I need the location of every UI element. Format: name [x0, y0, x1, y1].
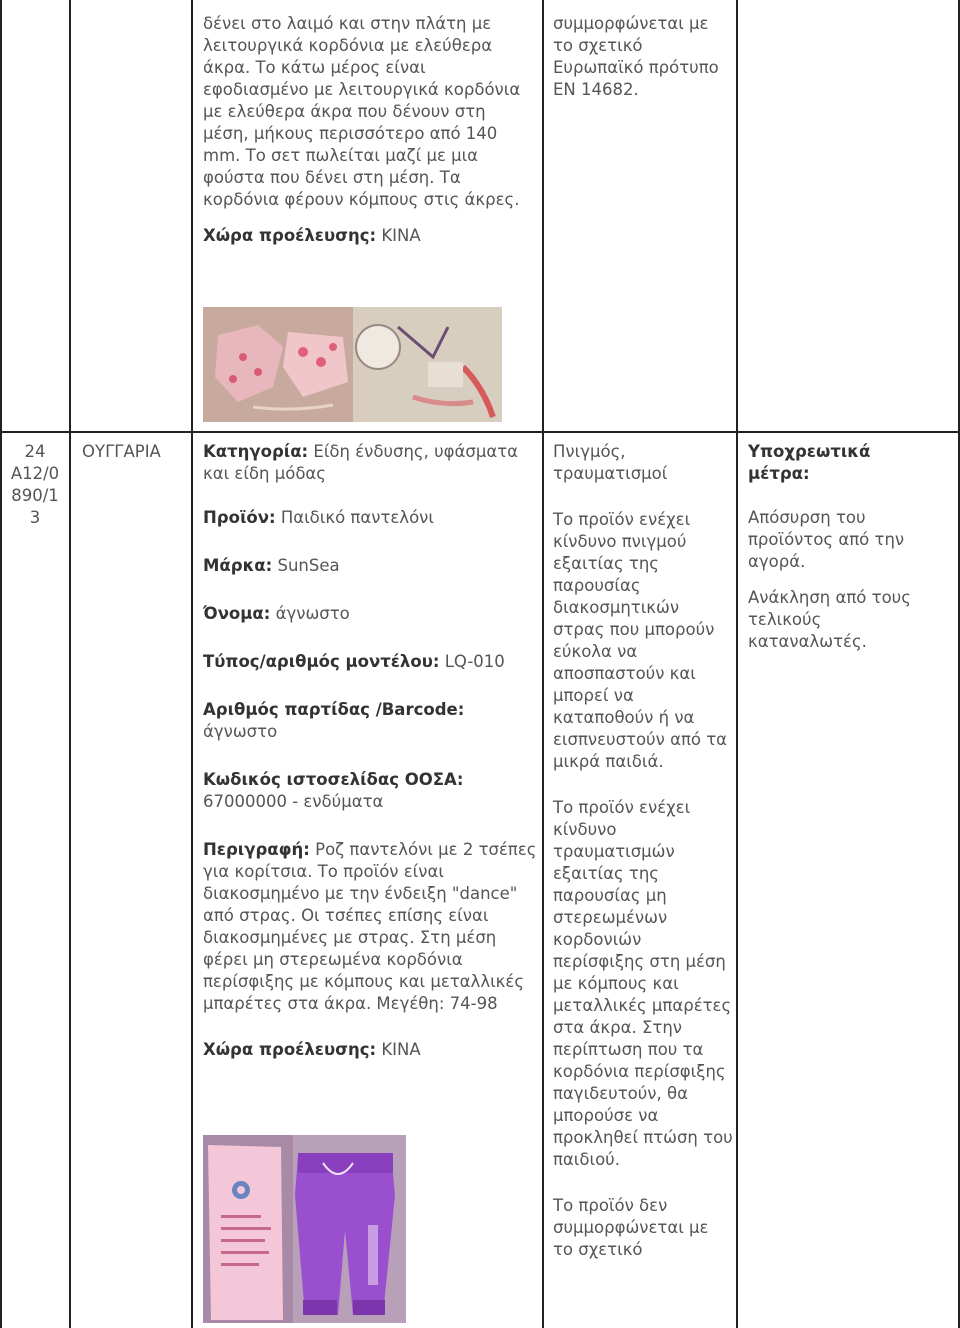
column-divider [736, 0, 738, 1328]
row-reference: A12/0 890/1 3 [10, 464, 60, 527]
risk-title: Πνιγμός, τραυματισμοί [553, 442, 668, 483]
oecd-value: 67000000 - ενδύματα [203, 792, 384, 811]
measures-label: Υποχρεωτικά μέτρα: [748, 442, 871, 483]
brand-label: Μάρκα: [203, 556, 273, 575]
category-label: Κατηγορία: [203, 442, 309, 461]
description-label: Περιγραφή: [203, 840, 310, 859]
row-number-cell [4, 441, 66, 529]
risk-compliance-text: Το προϊόν δεν συμμορφώνεται με το σχετικό [553, 1196, 709, 1259]
category-value: Είδη ένδυσης, υφάσματα και είδη μόδας [203, 442, 519, 483]
model-field [203, 651, 513, 673]
batch-label: Αριθμός παρτίδας /Barcode: [203, 700, 465, 719]
brand-value: SunSea [277, 556, 340, 575]
row-divider [0, 431, 960, 433]
risk-cell [553, 441, 733, 1261]
column-divider [191, 0, 193, 1328]
table-border-left [0, 0, 2, 1328]
column-divider [69, 0, 71, 1328]
risk-injury-text: Το προϊόν ενέχει κίνδυνο τραυματισμών εξαιτίας της παρουσίας μη στερεωμένων κορδονιών περίσφιξης στη μέση με κόμπους και μεταλλικές μπαρέτες στα άκρα. Στην περίπτωση που τα κορδόνια περίσφιξης παγιδευτούν, θα μπορούσε να προκληθεί πτώση του παιδιού. [553, 798, 733, 1169]
column-divider [542, 0, 544, 1328]
model-label: Τύπος/αριθμός μοντέλου: [203, 652, 440, 671]
batch-field [203, 699, 538, 743]
batch-value: άγνωστο [203, 722, 278, 741]
notifying-country: ΟΥΓΓΑΡΙΑ [82, 442, 161, 461]
brand-field [203, 555, 538, 577]
name-label: Όνομα: [203, 604, 271, 623]
product-label: Προϊόν: [203, 508, 276, 527]
description-value: Ροζ παντελόνι με 2 τσέπες για κορίτσια. Το προϊόν είναι διακοσμημένο με την ένδειξη "dance" από στρας. Οι τσέπες επίσης είναι διακοσμημένες με στρας. Στη μέση φέρει μη στερεωμένα κορδόνια περίσφιξης με κόμπους και μεταλλικές μπαρέτες στα άκρα. Μεγέθη: 74-98 [203, 840, 537, 1013]
measure-recall: Ανάκληση από τους τελικούς καταναλωτές. [748, 588, 911, 651]
origin-field [203, 1039, 538, 1061]
prev-description-text: δένει στο λαιμό και στην πλάτη με λειτουργικά κορδόνια με ελεύθερα άκρα. Το κάτω μέρος είναι εφοδιασμένο με λειτουργικά κορδόνια με ελεύθερα άκρα που δένουν στη μέση, μήκους περισσότερο από 140 mm. Το σετ πωλείται μαζί με μια φούστα που δένει στη μέση. Τα κορδόνια φέρουν κόμπους στις άκρες. [203, 14, 521, 209]
oecd-label: Κωδικός ιστοσελίδας ΟΟΣΑ: [203, 770, 464, 789]
prev-origin [203, 225, 533, 247]
prev-origin-label: Χώρα προέλευσης: [203, 226, 377, 245]
prev-description-cell [203, 13, 533, 247]
prev-risk-cell [553, 13, 733, 101]
product-field [203, 507, 538, 529]
measure-withdrawal: Απόσυρση του προϊόντος από την αγορά. [748, 508, 905, 571]
name-field [203, 603, 538, 625]
product-value: Παιδικό παντελόνι [280, 508, 434, 527]
product-photo [203, 1135, 406, 1323]
risk-choking-text: Το προϊόν ενέχει κίνδυνο πνιγμού εξαιτίας της παρουσίας διακοσμητικών στρας που μπορούν εύκολα να αποσπαστούν και μπορεί να καταποθούν ή να εισπνευστούν από τα μικρά παιδιά. [553, 510, 728, 771]
measures-cell [748, 441, 953, 653]
product-description-cell [203, 441, 538, 1061]
origin-value: ΚΙΝΑ [381, 1040, 421, 1059]
country-cell [82, 441, 190, 463]
origin-label: Χώρα προέλευσης: [203, 1040, 377, 1059]
prev-risk-text: συμμορφώνεται με το σχετικό Ευρωπαϊκό πρότυπο EN 14682. [553, 14, 719, 99]
category-field [203, 441, 538, 485]
description-field [203, 839, 538, 1015]
prev-origin-value: ΚΙΝΑ [381, 226, 421, 245]
name-value: άγνωστο [275, 604, 350, 623]
prev-product-photo [203, 307, 502, 422]
model-value: LQ-010 [444, 652, 505, 671]
row-number: 24 [24, 442, 46, 461]
oecd-field [203, 769, 538, 813]
